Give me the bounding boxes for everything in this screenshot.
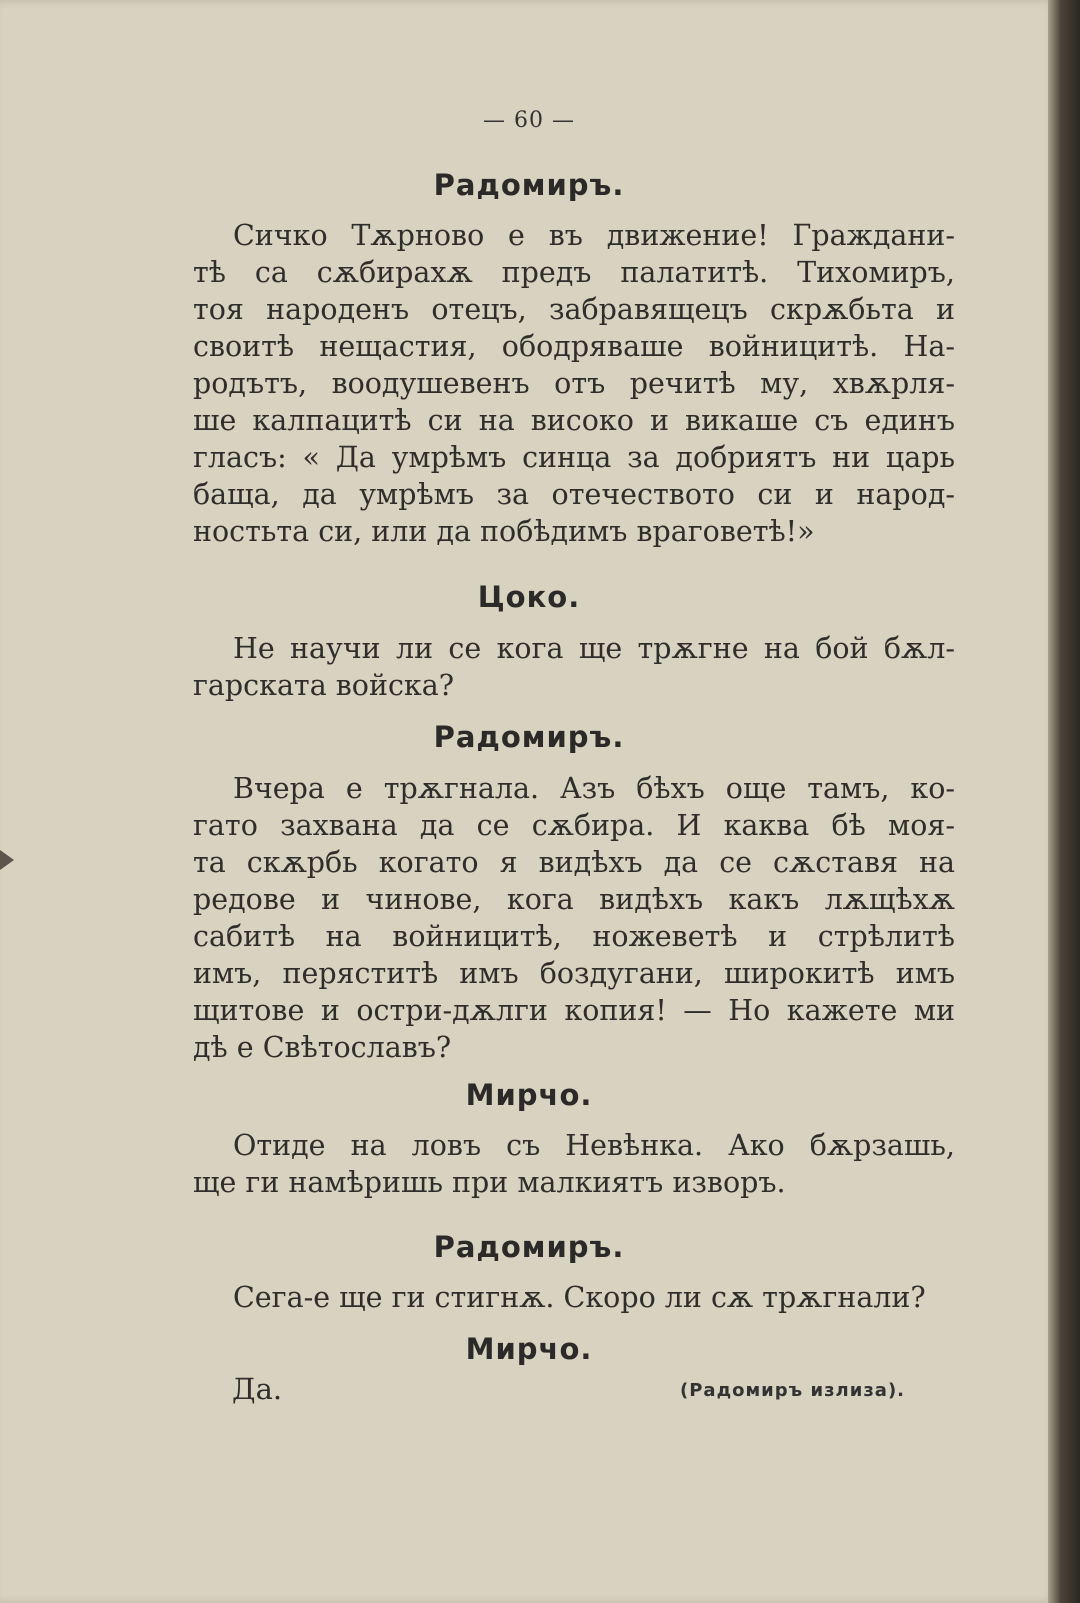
speaker-heading: Мирчо. — [465, 1078, 593, 1112]
speaker-heading: Мирчо. — [465, 1332, 593, 1366]
speaker-heading: Радомиръ. — [433, 1230, 625, 1264]
speech-paragraph — [193, 1127, 955, 1201]
text-line: тѣ са сѫбирахѫ предъ палатитѣ. Тихомиръ, — [193, 256, 955, 289]
text-line: гарската войска? — [193, 669, 454, 702]
text-line: баща, да умрѣмъ за отечеството си и народ- — [193, 478, 955, 511]
text-line: дѣ е Свѣтославъ? — [193, 1031, 452, 1064]
speech-paragraph — [193, 1279, 955, 1316]
speaker-heading: Радомиръ. — [433, 168, 625, 202]
text-line: щитове и остри-дѫлги копия! — Но кажете ми — [193, 994, 955, 1027]
speaker-heading: Цоко. — [477, 580, 581, 614]
text-line: Отиде на ловъ съ Невѣнка. Ако бѫрзашь, — [233, 1129, 955, 1162]
page-number: — 60 — — [483, 108, 575, 133]
speech-paragraph — [193, 630, 955, 704]
text-line: редове и чинове, кога видѣхъ какъ лѫщѣхѫ — [193, 883, 955, 916]
text-line: ностьта си, или да побѣдимъ враговетѣ!» — [193, 515, 815, 548]
text-line: Не научи ли се кога ще трѫгне на бой бѫл- — [233, 632, 955, 665]
text-line: гато захвана да се сѫбира. И каква бѣ моя- — [193, 809, 955, 842]
text-line: Вчера е трѫгнала. Азъ бѣхъ още тамъ, ко- — [233, 772, 955, 805]
speech-paragraph — [193, 217, 955, 550]
text-line: тоя народенъ отецъ, забравящецъ скрѫбьта и — [193, 293, 955, 326]
text-line: ше калпацитѣ си на високо и викаше съ единъ — [193, 404, 955, 437]
final-reply: Да. — [232, 1372, 283, 1406]
stage-direction: (Радомиръ излиза). — [680, 1380, 906, 1401]
page-turn-marker[interactable] — [0, 850, 14, 870]
text-line: та скѫрбь когато я видѣхъ да се сѫставя на — [193, 846, 955, 879]
text-line: сабитѣ на войницитѣ, ножеветѣ и стрѣлитѣ — [193, 920, 955, 953]
speaker-heading: Радомиръ. — [433, 720, 625, 754]
text-line: своитѣ нещастия, ободряваше войницитѣ. На- — [193, 330, 955, 363]
text-line: Сега-е ще ги стигнѫ. Скоро ли сѫ трѫгнали? — [233, 1281, 926, 1314]
text-line: ще ги намѣришь при малкиятъ изворъ. — [193, 1166, 786, 1199]
speech-paragraph — [193, 770, 955, 1066]
text-line: родътъ, воодушевенъ отъ речитѣ му, хвѫрля- — [193, 367, 955, 400]
text-line: Сичко Тѫрново е въ движение! Граждани- — [233, 219, 955, 252]
text-line: гласъ: « Да умрѣмъ синца за добриятъ ни царь — [193, 441, 955, 474]
text-line: имъ, перяститѣ имъ боздугани, широкитѣ имъ — [193, 957, 955, 990]
